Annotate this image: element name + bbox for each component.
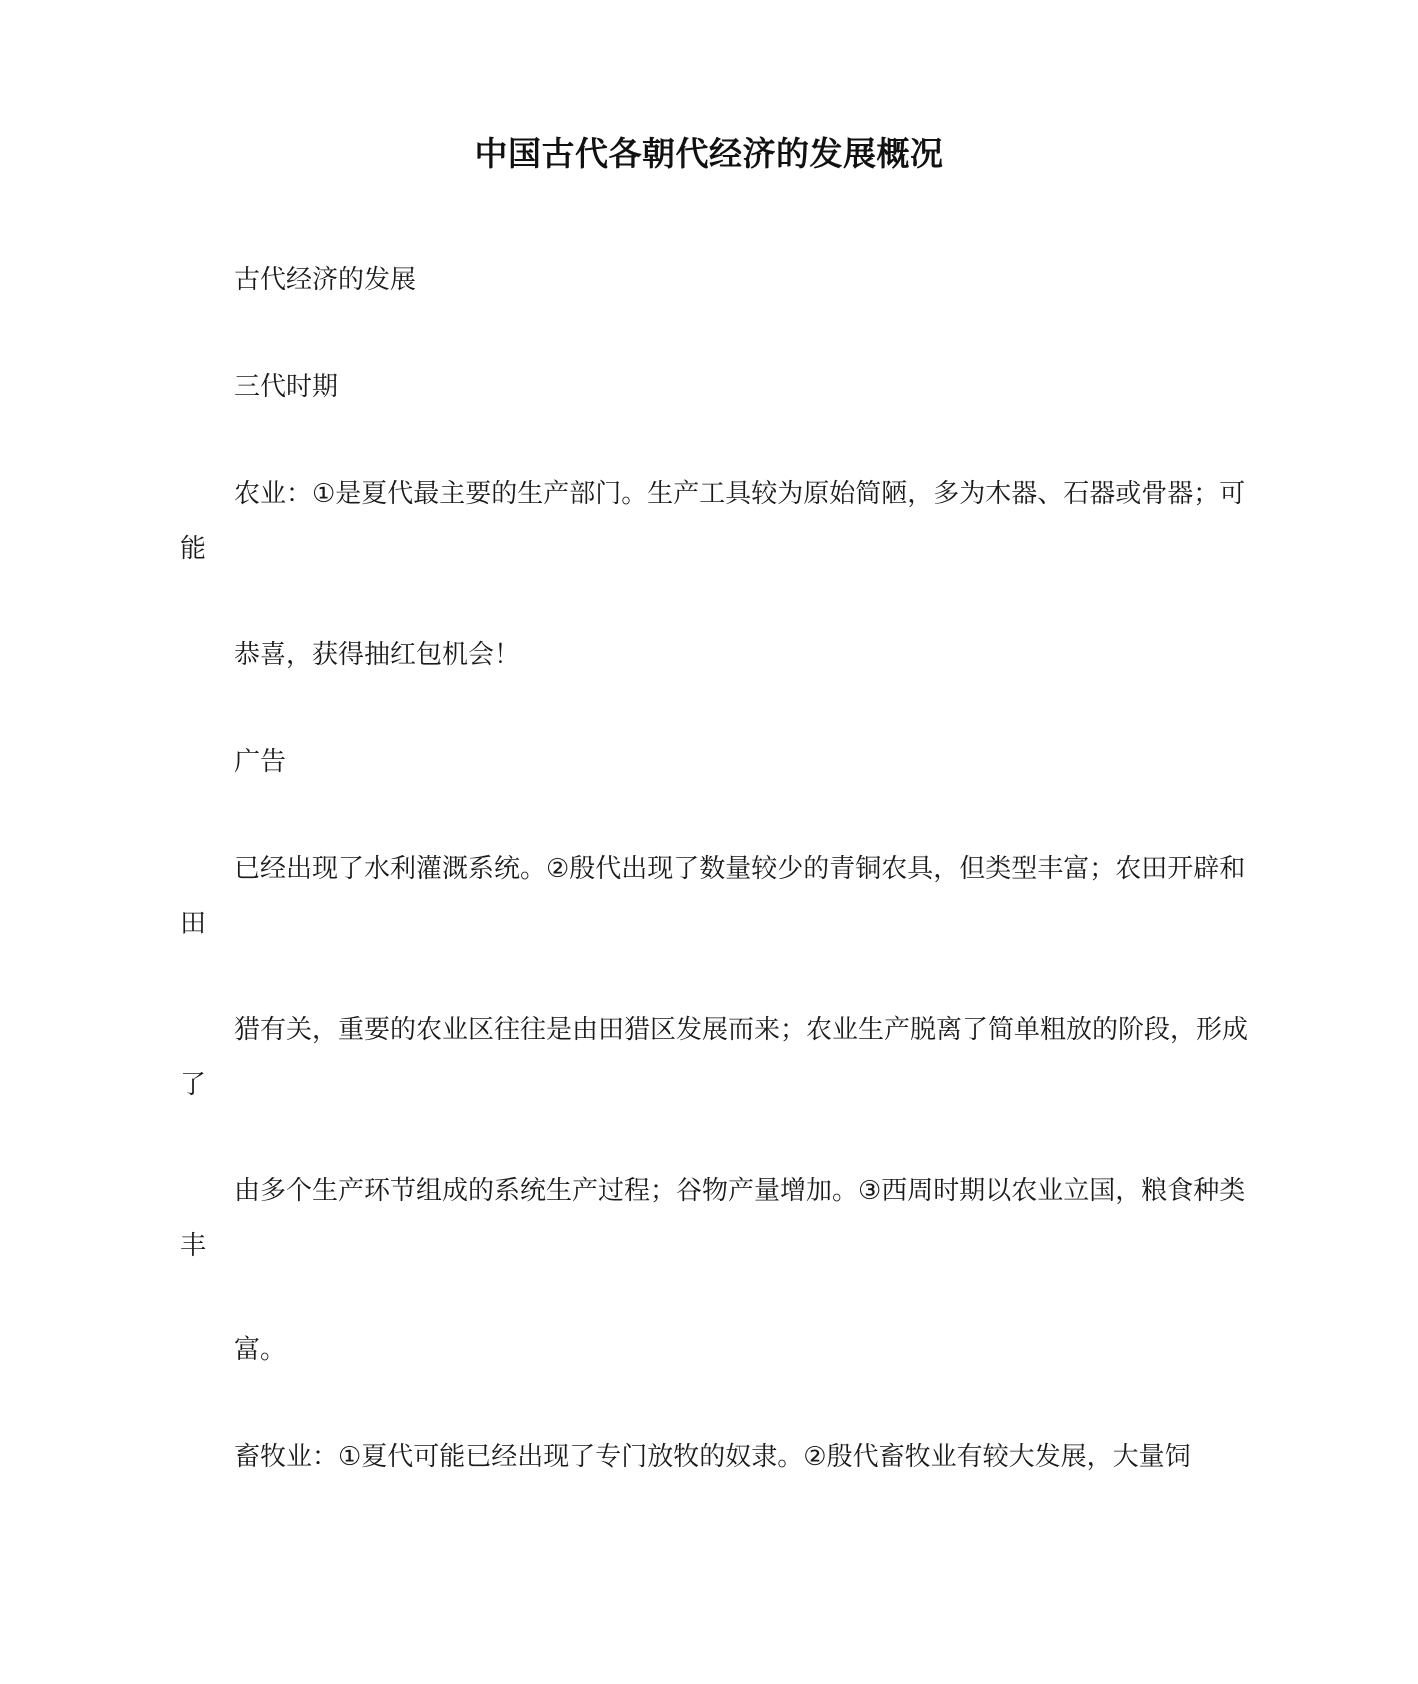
paragraph-agriculture-3: 猎有关，重要的农业区往往是由田猎区发展而来；农业生产脱离了简单粗放的阶段，形成了 [180,1015,1249,1100]
paragraph-agriculture-5: 富。 [234,1335,287,1365]
document-title: 中国古代各朝代经济的发展概况 [474,134,944,173]
paragraph-section-heading: 古代经济的发展 [234,265,417,295]
paragraph-period-heading: 三代时期 [234,372,339,402]
paragraph-agriculture-2: 已经出现了水利灌溉系统。②殷代出现了数量较少的青铜农具，但类型丰富；农田开辟和田 [180,854,1246,939]
paragraph-ad-label: 广告 [234,747,287,777]
paragraph-agriculture-1: 农业：①是夏代最主要的生产部门。生产工具较为原始简陋，多为木器、石器或骨器；可能 [180,479,1246,564]
paragraph-animal-husbandry: 畜牧业：①夏代可能已经出现了专门放牧的奴隶。②殷代畜牧业有较大发展，大量饲 [234,1442,1191,1472]
paragraph-red-packet-promo[interactable]: 恭喜，获得抽红包机会！ [234,640,521,670]
paragraph-agriculture-4: 由多个生产环节组成的系统生产过程；谷物产量增加。③西周时期以农业立国，粮食种类丰 [180,1176,1246,1261]
